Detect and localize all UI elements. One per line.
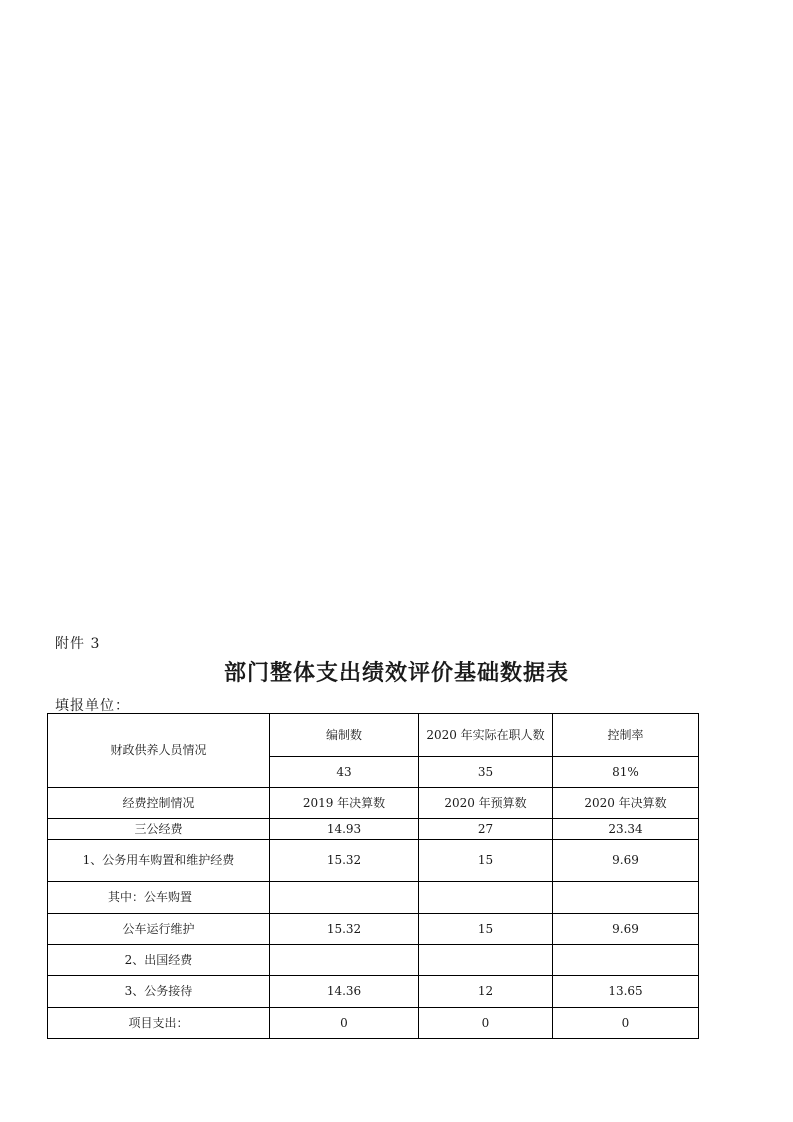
table-row [48,1008,699,1039]
value-cell [270,945,419,976]
row-label-cell: 公车运行维护 [48,914,270,945]
value-cell [419,882,553,914]
value-cell: 0 [419,1008,553,1039]
value-cell: 15 [419,840,553,882]
value-cell: 35 [419,757,553,788]
personnel-label-cell: 财政供养人员情况 [48,714,270,788]
value-cell [553,945,699,976]
table-row [48,945,699,976]
value-cell [419,945,553,976]
value-cell: 13.65 [553,976,699,1008]
header-cell: 经费控制情况 [48,788,270,819]
value-cell: 14.36 [270,976,419,1008]
table-row [48,882,699,914]
fill-unit-label: 填报单位： [55,698,130,714]
value-cell: 9.69 [553,840,699,882]
performance-data-table [47,713,699,1039]
table-row [48,840,699,882]
value-cell: 15.32 [270,914,419,945]
row-label-cell: 1、公务用车购置和维护经费 [48,840,270,882]
value-cell: 12 [419,976,553,1008]
attachment-label: 附件 3 [55,636,101,652]
header-cell: 2020 年实际在职人数 [419,714,553,757]
table-row [48,714,699,757]
table-row [48,914,699,945]
row-label-cell: 三公经费 [48,819,270,840]
row-label-cell: 项目支出： [48,1008,270,1039]
value-cell [270,882,419,914]
value-cell: 9.69 [553,914,699,945]
header-cell: 2020 年预算数 [419,788,553,819]
value-cell: 15 [419,914,553,945]
value-cell: 43 [270,757,419,788]
row-label-cell: 其中：公车购置 [48,882,270,914]
table-row [48,976,699,1008]
value-cell: 14.93 [270,819,419,840]
value-cell: 0 [270,1008,419,1039]
table-row [48,819,699,840]
value-cell: 0 [553,1008,699,1039]
value-cell: 23.34 [553,819,699,840]
row-label-cell: 3、公务接待 [48,976,270,1008]
value-cell: 15.32 [270,840,419,882]
table-row [48,788,699,819]
value-cell: 27 [419,819,553,840]
header-cell: 2020 年决算数 [553,788,699,819]
row-label-cell: 2、出国经费 [48,945,270,976]
header-cell: 控制率 [553,714,699,757]
document-title: 部门整体支出绩效评价基础数据表 [223,661,569,686]
header-cell: 2019 年决算数 [270,788,419,819]
value-cell [553,882,699,914]
header-cell: 编制数 [270,714,419,757]
value-cell: 81% [553,757,699,788]
